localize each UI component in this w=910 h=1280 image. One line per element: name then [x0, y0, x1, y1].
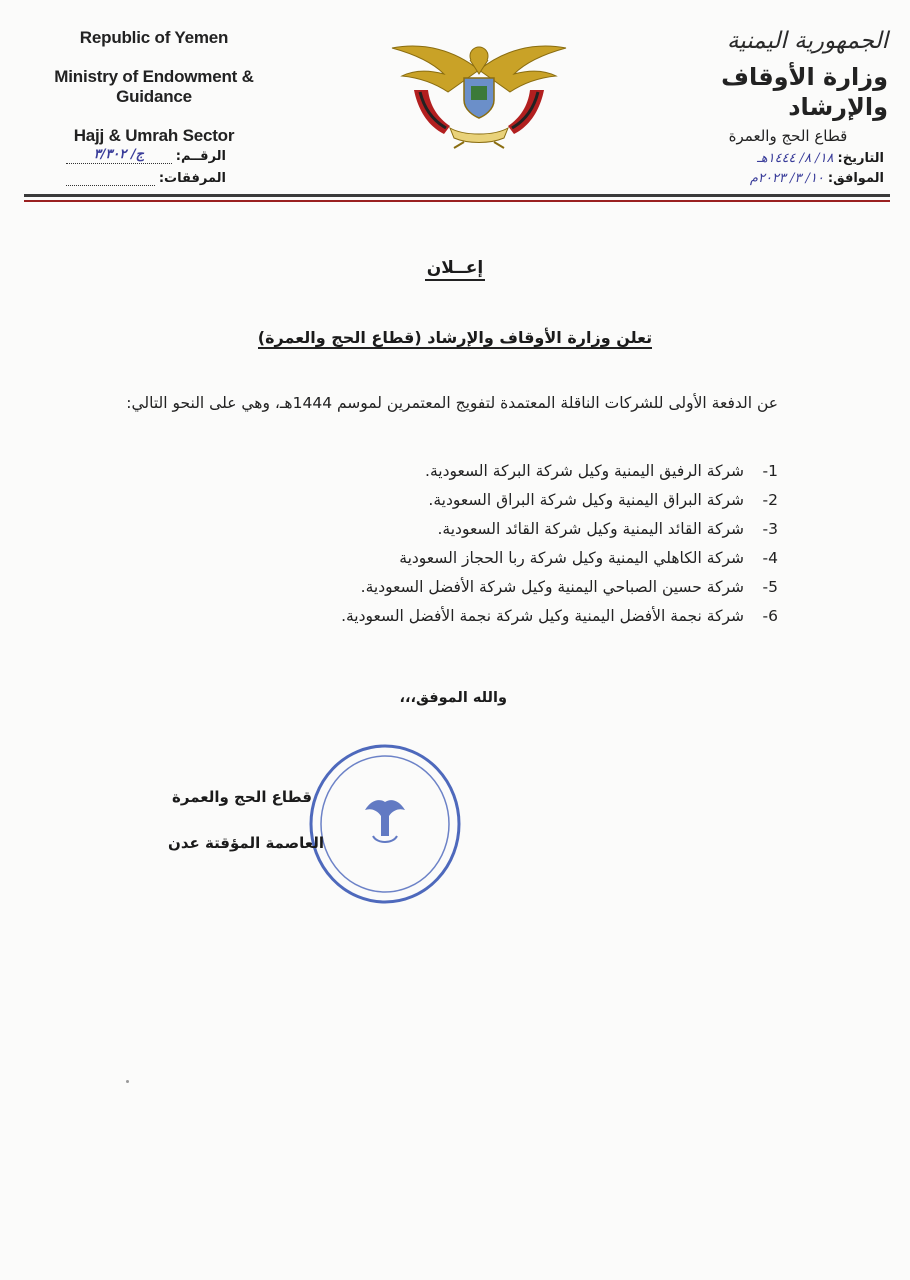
hijri-date-label: التاريخ: [837, 151, 884, 166]
intro-paragraph: عن الدفعة الأولى للشركات الناقلة المعتمدة لتفويج المعتمرين لموسم 1444هـ، وهي على النحو التالي: [126, 394, 778, 412]
announcement-title: إعــلان [425, 258, 485, 281]
gregorian-date-value: ١٠/ ٣/ ٢٠٢٣م [749, 171, 824, 186]
ref-number-label: الرقــم: [175, 149, 226, 164]
subtitle-text: تعلن وزارة الأوقاف والإرشاد (قطاع الحج والعمرة) [257, 328, 653, 347]
closing-phrase: والله الموفق،،، [399, 690, 507, 706]
paper-speck [126, 1080, 129, 1083]
header-country-ar: الجمهورية اليمنية [726, 28, 888, 54]
list-item: 6- شركة نجمة الأفضل اليمنية وكيل شركة نجمة الأفضل السعودية. [341, 607, 778, 625]
header-sector-en: Hajj & Umrah Sector [73, 126, 235, 145]
list-item: 4- شركة الكاهلي اليمنية وكيل شركة ربا الحجاز السعودية [399, 549, 778, 567]
reference-block [66, 142, 226, 186]
announcement-heading [0, 258, 910, 278]
header-country-en: Republic of Yemen [79, 28, 229, 47]
hijri-date-value: ١٨/ ٨/ ١٤٤٤هـ [756, 151, 834, 166]
official-stamp-icon [305, 740, 465, 908]
header-divider-red [24, 200, 890, 202]
company-list [178, 456, 778, 630]
attachments-value [66, 170, 155, 186]
list-item: 1- شركة الرفيق اليمنية وكيل شركة البركة السعودية. [425, 462, 778, 480]
attachments-label: المرفقات: [158, 171, 226, 186]
gregorian-date-label: الموافق: [827, 171, 884, 186]
signature-line-2: العاصمة المؤقتة عدن [168, 834, 324, 852]
header-sector-ar: قطاع الحج والعمرة [728, 127, 848, 145]
header-english [24, 28, 284, 146]
header-ministry-en: Ministry of Endowment & Guidance [54, 67, 254, 106]
header-ministry-ar: وزارة الأوقاف والإرشاد [721, 63, 888, 121]
header-divider [24, 194, 890, 197]
signature-line-1: قطاع الحج والعمرة [172, 788, 312, 806]
list-item: 3- شركة القائد اليمنية وكيل شركة القائد السعودية. [437, 520, 778, 538]
date-block [694, 146, 884, 186]
list-item: 2- شركة البراق اليمنية وكيل شركة البراق السعودية. [428, 491, 778, 509]
ref-number-value: ج/ ٣/٣٠٢ [66, 148, 172, 164]
announcement-subtitle [0, 328, 910, 347]
list-item: 5- شركة حسين الصباحي اليمنية وكيل شركة الأفضل السعودية. [360, 578, 778, 596]
yemen-emblem-icon [384, 30, 574, 150]
header-arabic [658, 26, 888, 146]
